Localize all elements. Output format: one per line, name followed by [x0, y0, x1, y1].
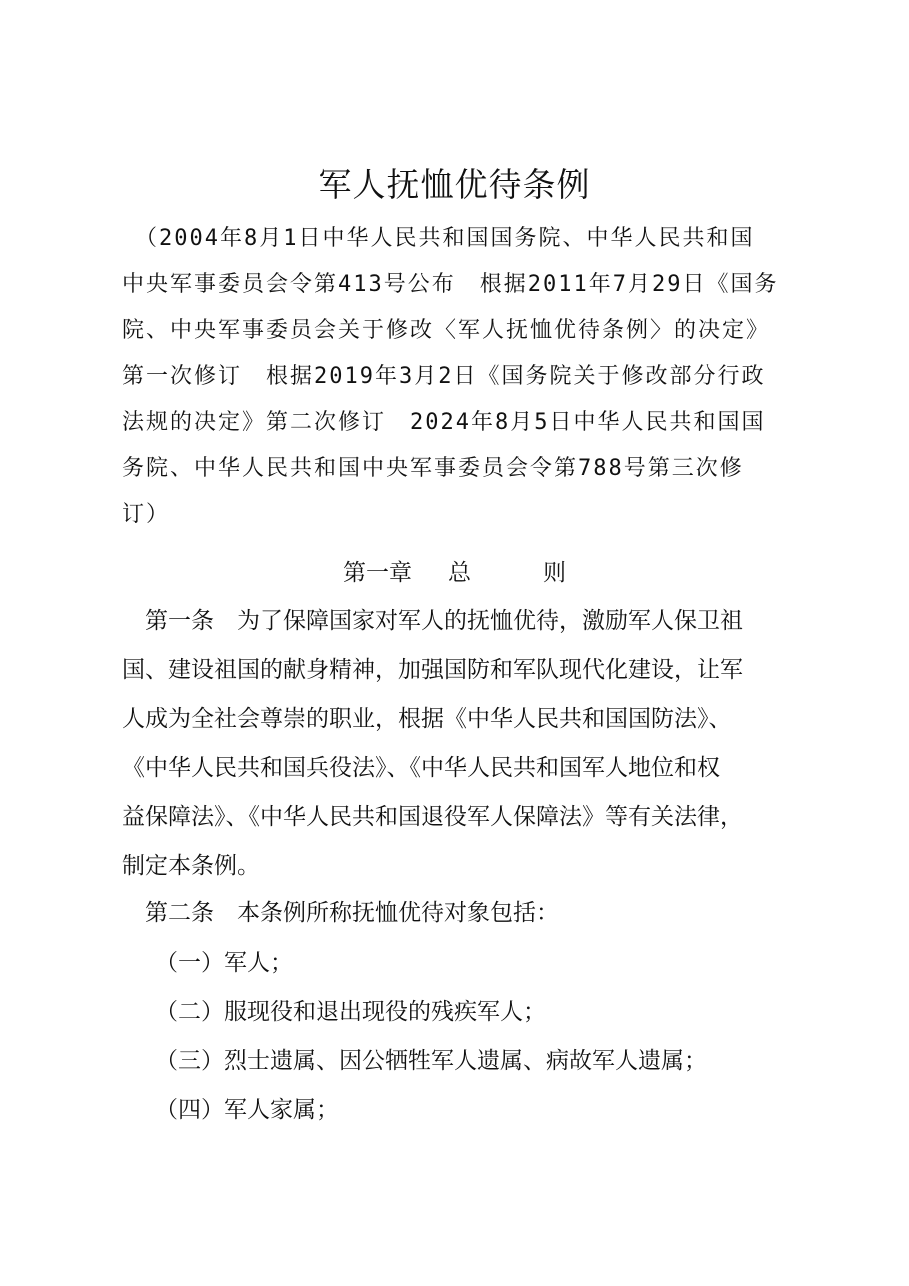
- article-1-line: 《中华人民共和国兵役法》、《中华人民共和国军人地位和权: [122, 755, 720, 781]
- article-2-list: [155, 939, 707, 1135]
- chapter-label: 第一章: [343, 560, 412, 586]
- list-item: （四）军人家属；: [155, 1097, 339, 1123]
- article-1-line: 第一条 为了保障国家对军人的抚恤优待，激励军人保卫祖: [122, 608, 743, 634]
- article-1-line: 益保障法》、《中华人民共和国退役军人保障法》等有关法律，: [122, 804, 743, 830]
- list-item: （二）服现役和退出现役的残疾军人；: [155, 999, 546, 1025]
- article-1: [122, 597, 812, 891]
- article-1-line: 国、建设祖国的献身精神，加强国防和军队现代化建设，让军: [122, 657, 743, 683]
- list-item: （三）烈士遗属、因公牺牲军人遗属、病故军人遗属；: [155, 1048, 707, 1074]
- preamble-line: 中央军事委员会令第413号公布 根据2011年7月29日《国务: [122, 272, 779, 297]
- article-1-line: 制定本条例。: [122, 853, 260, 879]
- chapter-name-part1: 总: [448, 560, 471, 586]
- preamble-line: 法规的决定》第二次修订 2024年8月5日中华人民共和国国: [122, 410, 766, 435]
- list-item: （一）军人；: [155, 950, 293, 976]
- article-1-line: 人成为全社会尊崇的职业，根据《中华人民共和国国防法》、: [122, 706, 732, 732]
- preamble-line: 第一次修订 根据2019年3月2日《国务院关于修改部分行政: [122, 364, 766, 389]
- preamble-line: （2004年8月1日中华人民共和国国务院、中华人民共和国: [122, 226, 755, 251]
- preamble-note: [122, 216, 802, 538]
- preamble-line: 院、中央军事委员会关于修改〈军人抚恤优待条例〉的决定》: [122, 318, 771, 343]
- document-title: 军人抚恤优待条例: [318, 165, 591, 204]
- preamble-line: 订）: [122, 502, 171, 527]
- article-2-intro: 第二条 本条例所称抚恤优待对象包括：: [122, 900, 559, 926]
- article-2: [122, 889, 812, 938]
- preamble-line: 务院、中华人民共和国中央军事委员会令第788号第三次修: [122, 456, 744, 481]
- chapter-heading: [0, 553, 909, 593]
- chapter-name-part2: 则: [543, 560, 566, 586]
